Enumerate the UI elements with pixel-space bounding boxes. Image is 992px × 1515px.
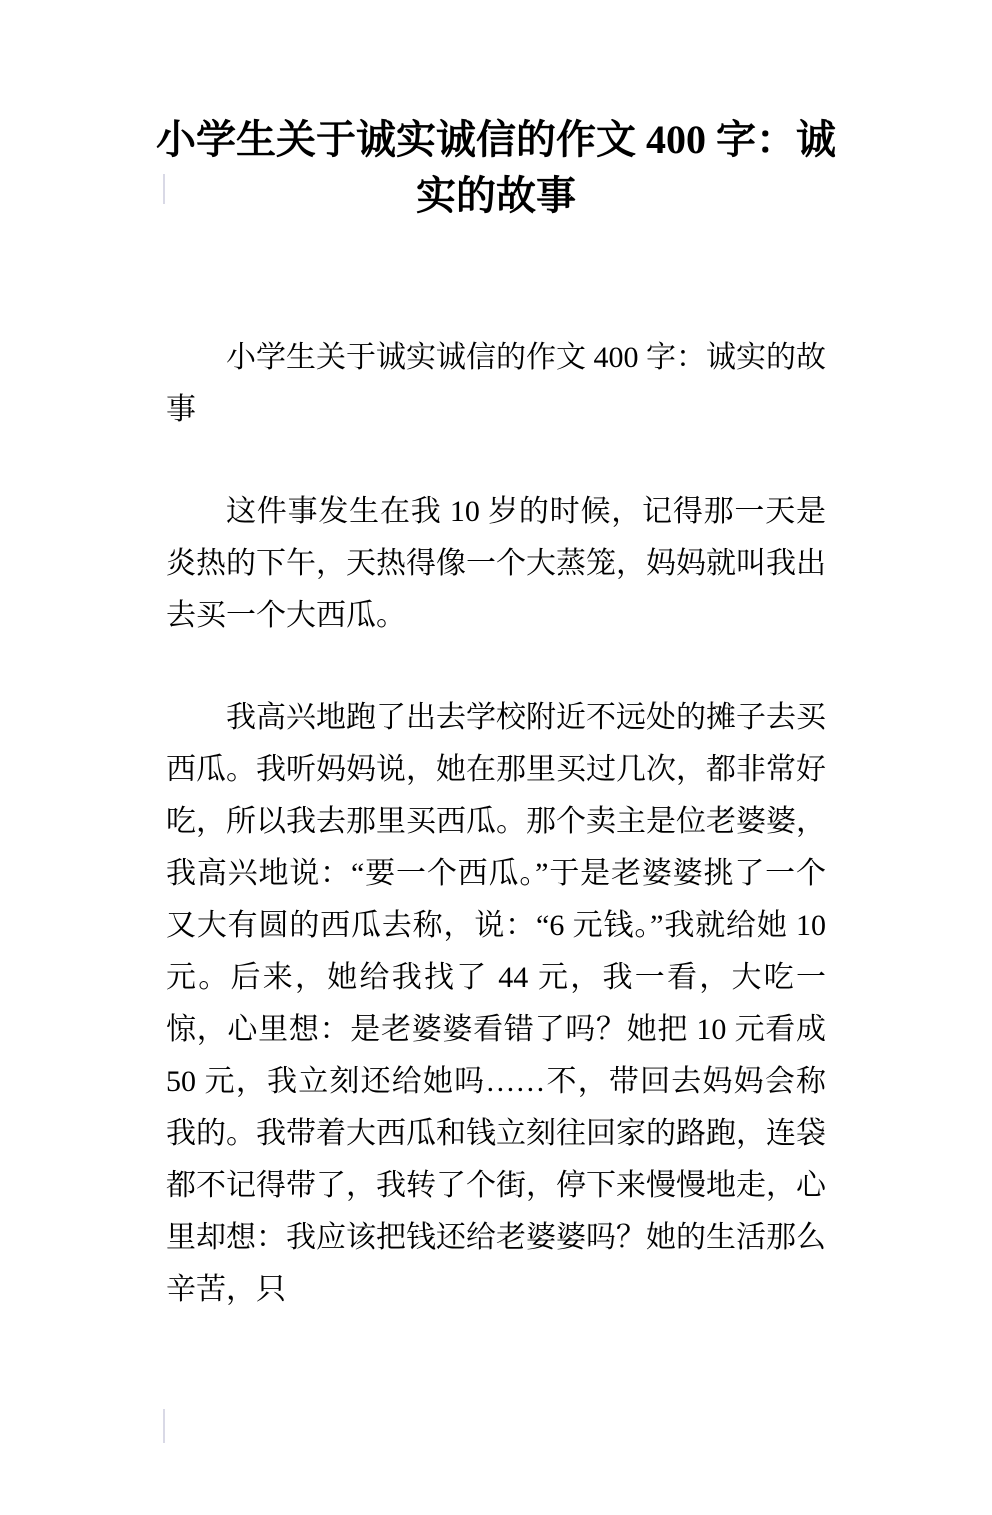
document-title: 小学生关于诚实诚信的作文 400 字：诚实的故事	[156, 117, 836, 218]
paragraph-intro: 这件事发生在我 10 岁的时候，记得那一天是炎热的下午，天热得像一个大蒸笼，妈妈就叫我出去买一个大西瓜。	[166, 495, 826, 632]
paragraph-title-repeat: 小学生关于诚实诚信的作文 400 字：诚实的故事	[166, 341, 826, 426]
document-page	[0, 112, 992, 1515]
caret-artifact-top	[163, 174, 165, 204]
caret-artifact-bottom	[163, 1409, 165, 1443]
document-body	[166, 332, 826, 1316]
paragraph-story: 我高兴地跑了出去学校附近不远处的摊子去买西瓜。我听妈妈说，她在那里买过几次，都非常好吃，所以我去那里买西瓜。那个卖主是位老婆婆，我高兴地说：“要一个西瓜。”于是老婆婆挑了一个又大有圆的西瓜去称，说：“6 元钱。”我就给她 10 元。后来，她给我找了 44 元，我一看，大吃一惊，心里想：是老婆婆看错了吗？她把 10 元看成 50 元，我立刻还给她吗……不，带回去妈妈会称我的。我带着大西瓜和钱立刻往回家的路跑，连袋都不记得带了，我转了个街，停下来慢慢地走，心里却想：我应该把钱还给老婆婆吗？她的生活那么辛苦，只	[166, 701, 826, 1306]
